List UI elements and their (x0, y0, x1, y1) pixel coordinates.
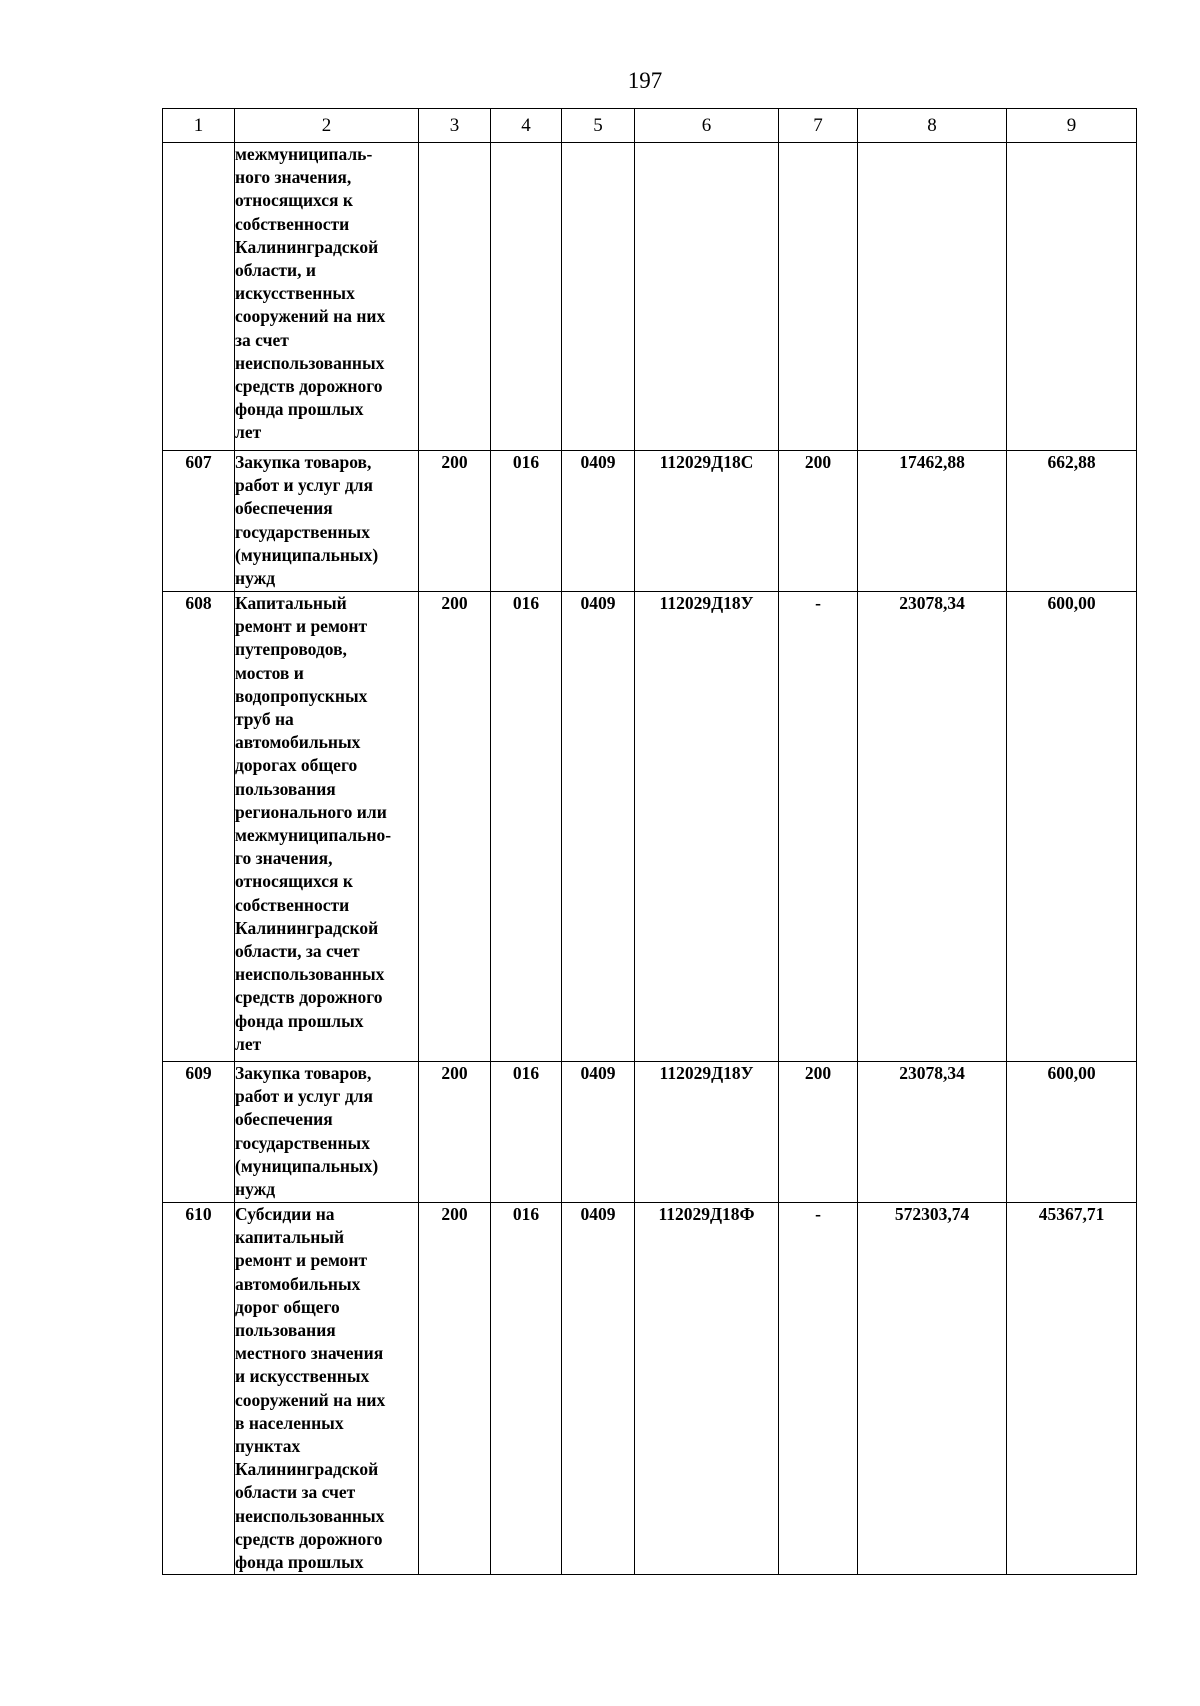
description-line: ного значения, (235, 167, 352, 188)
row-number-cell: 608 (163, 592, 235, 1062)
description-line: относящихся к (235, 190, 353, 211)
expense-type-cell: 200 (779, 451, 858, 592)
expense-type-cell (779, 143, 858, 451)
expense-type-cell: - (779, 1203, 858, 1575)
expense-type-cell: - (779, 592, 858, 1062)
table-row (163, 143, 1137, 451)
admin-code-cell: 200 (419, 1203, 491, 1575)
admin-code-cell: 200 (419, 592, 491, 1062)
description-line: (муниципальных) (235, 1155, 379, 1176)
description-line: фонда прошлых (235, 1010, 364, 1031)
amount-cell (858, 143, 1007, 451)
description-line: неиспользованных (235, 964, 385, 985)
description-line: путепроводов, (235, 639, 347, 660)
department-code-cell: 016 (491, 1203, 562, 1575)
admin-code-cell: 200 (419, 451, 491, 592)
description-line: межмуниципаль- (235, 144, 373, 164)
description-line: пунктах (235, 1436, 301, 1457)
section-code-cell: 0409 (562, 1203, 635, 1575)
department-code-cell (491, 143, 562, 451)
description-line: ремонт и ремонт (235, 616, 368, 637)
description-line: капитальный (235, 1227, 345, 1248)
column-header: 4 (491, 109, 562, 143)
column-header: 3 (419, 109, 491, 143)
description-line: автомобильных (235, 732, 361, 753)
description-line: области за счет (235, 1482, 356, 1503)
description-line: области, за счет (235, 941, 360, 962)
table-row (163, 1062, 1137, 1203)
description-line: нужд (235, 1179, 276, 1200)
description-line: автомобильных (235, 1273, 361, 1294)
description-line: Калининградской (235, 236, 379, 257)
description-line: в населенных (235, 1412, 344, 1433)
description-line: неиспользованных (235, 352, 385, 373)
description-line: собственности (235, 213, 350, 234)
target-article-cell: 112029Д18Ф (635, 1203, 779, 1575)
row-number-cell: 607 (163, 451, 235, 592)
column-header: 5 (562, 109, 635, 143)
description-line: Калининградской (235, 1459, 379, 1480)
description-line: средств дорожного (235, 1528, 383, 1549)
amount-cell: 600,00 (1007, 1062, 1137, 1203)
description-line: местного значения (235, 1343, 384, 1364)
description-line: Субсидии на (235, 1204, 335, 1224)
page-number: 197 (627, 68, 663, 93)
description-line: относящихся к (235, 871, 353, 892)
description-line: за счет (235, 329, 289, 350)
description-line: го значения, (235, 848, 333, 869)
description-line: ремонт и ремонт (235, 1250, 368, 1271)
description-line: лет (235, 1033, 262, 1054)
description-line: сооружений на них (235, 1389, 386, 1410)
description-line: мостов и (235, 662, 304, 683)
description-cell (235, 1062, 419, 1203)
description-line: регионального или (235, 801, 387, 822)
amount-cell: 662,88 (1007, 451, 1137, 592)
header-row (163, 109, 1137, 143)
amount-cell: 572303,74 (858, 1203, 1007, 1575)
amount-cell: 45367,71 (1007, 1203, 1137, 1575)
table-row (163, 451, 1137, 592)
description-cell (235, 1203, 419, 1575)
column-header: 1 (163, 109, 235, 143)
description-line: государственных (235, 521, 370, 542)
row-number-cell: 609 (163, 1062, 235, 1203)
column-header: 7 (779, 109, 858, 143)
row-number-cell: 610 (163, 1203, 235, 1575)
target-article-cell: 112029Д18С (635, 451, 779, 592)
description-line: пользования (235, 778, 336, 799)
column-header: 2 (235, 109, 419, 143)
description-line: работ и услуг для (235, 1086, 373, 1107)
amount-cell (1007, 143, 1137, 451)
description-line: лет (235, 422, 262, 443)
description-cell (235, 143, 419, 451)
description-line: средств дорожного (235, 987, 383, 1008)
description-line: (муниципальных) (235, 544, 379, 565)
description-line: Закупка товаров, (235, 1063, 372, 1083)
description-line: государственных (235, 1132, 370, 1153)
description-line: неиспользованных (235, 1505, 385, 1526)
description-line: фонда прошлых (235, 1552, 364, 1573)
description-line: дорог общего (235, 1296, 340, 1317)
description-line: обеспечения (235, 1109, 333, 1130)
description-line: Капитальный (235, 593, 347, 613)
section-code-cell (562, 143, 635, 451)
description-line: водопропускных (235, 685, 368, 706)
description-cell (235, 451, 419, 592)
admin-code-cell (419, 143, 491, 451)
section-code-cell: 0409 (562, 451, 635, 592)
amount-cell: 600,00 (1007, 592, 1137, 1062)
description-line: Закупка товаров, (235, 452, 372, 472)
description-line: межмуниципально- (235, 825, 392, 846)
description-line: собственности (235, 894, 350, 915)
target-article-cell: 112029Д18У (635, 592, 779, 1062)
admin-code-cell: 200 (419, 1062, 491, 1203)
column-header: 9 (1007, 109, 1137, 143)
row-number-cell (163, 143, 235, 451)
amount-cell: 17462,88 (858, 451, 1007, 592)
amount-cell: 23078,34 (858, 592, 1007, 1062)
department-code-cell: 016 (491, 592, 562, 1062)
table-row (163, 592, 1137, 1062)
description-line: дорогах общего (235, 755, 358, 776)
description-line: работ и услуг для (235, 475, 373, 496)
description-line: пользования (235, 1320, 336, 1341)
section-code-cell: 0409 (562, 592, 635, 1062)
description-line: средств дорожного (235, 376, 383, 397)
department-code-cell: 016 (491, 451, 562, 592)
column-header: 8 (858, 109, 1007, 143)
budget-table (162, 108, 1137, 1575)
description-line: нужд (235, 568, 276, 589)
column-header: 6 (635, 109, 779, 143)
department-code-cell: 016 (491, 1062, 562, 1203)
section-code-cell: 0409 (562, 1062, 635, 1203)
description-line: сооружений на них (235, 306, 386, 327)
amount-cell: 23078,34 (858, 1062, 1007, 1203)
target-article-cell: 112029Д18У (635, 1062, 779, 1203)
expense-type-cell: 200 (779, 1062, 858, 1203)
target-article-cell (635, 143, 779, 451)
description-line: Калининградской (235, 917, 379, 938)
description-line: области, и (235, 260, 316, 281)
description-line: фонда прошлых (235, 399, 364, 420)
description-line: труб на (235, 709, 294, 730)
description-line: и искусственных (235, 1366, 370, 1387)
table-row (163, 1203, 1137, 1575)
description-line: искусственных (235, 283, 355, 304)
table-body (163, 143, 1137, 1575)
description-line: обеспечения (235, 498, 333, 519)
description-cell (235, 592, 419, 1062)
